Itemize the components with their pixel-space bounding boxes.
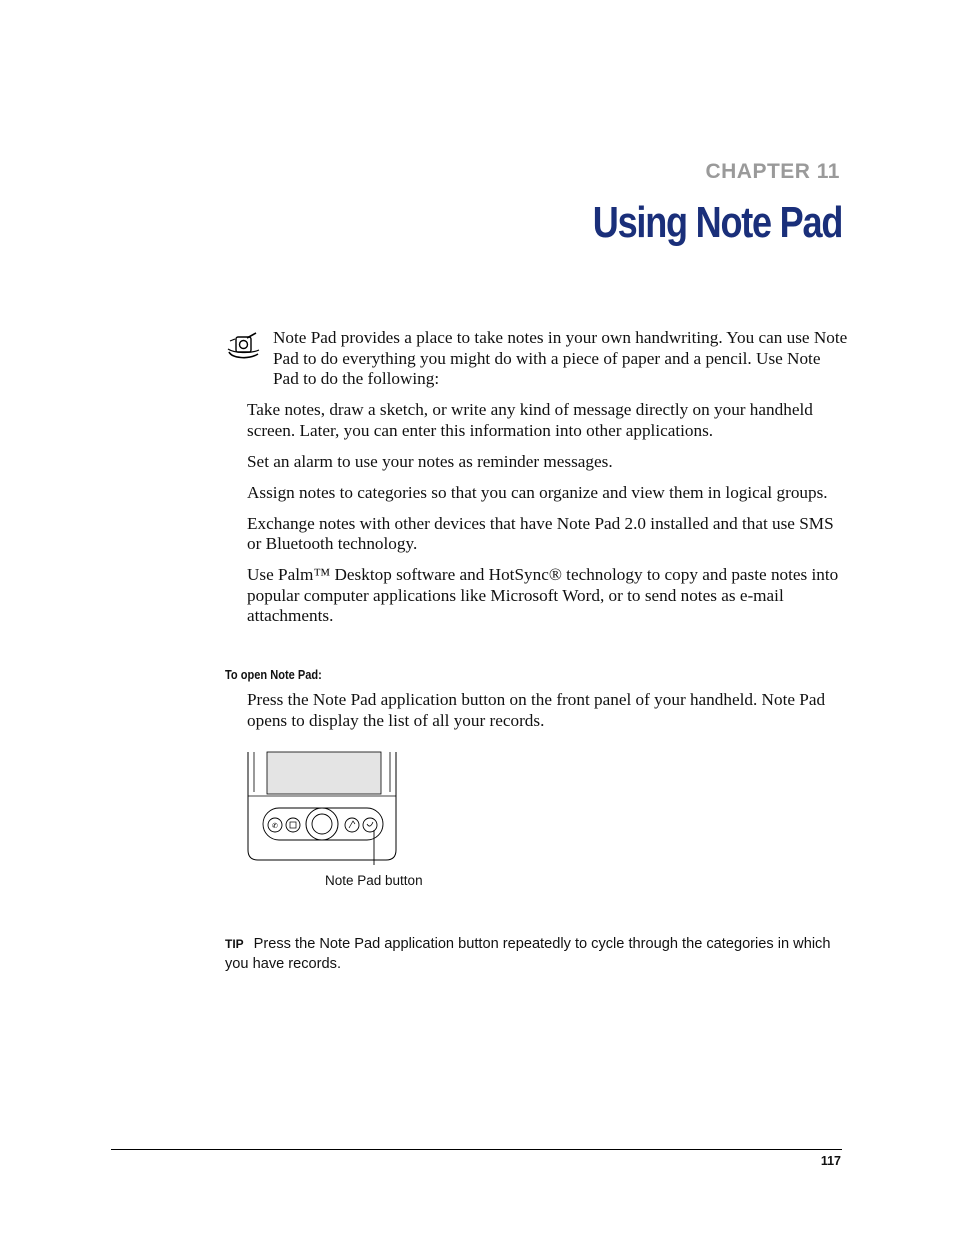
list-item: Use Palm™ Desktop software and HotSync® technology to copy and paste notes into popular computer applications like Microsoft Word, or to send notes as e-mail attachments. (247, 565, 839, 625)
list-item: Take notes, draw a sketch, or write any kind of message directly on your handheld screen. Later, you can enter this information into other applications. (247, 400, 813, 440)
application-button (268, 818, 282, 832)
feature-list (247, 400, 847, 637)
tip-note (225, 934, 850, 974)
list-item: Set an alarm to use your notes as reminder messages. (247, 451, 613, 471)
procedure-step: Press the Note Pad application button on the front panel of your handheld. Note Pad opens to display the list of all your records. (247, 690, 826, 730)
chapter-label: CHAPTER 11 (705, 160, 840, 183)
application-button (345, 818, 359, 832)
handheld-illustration (243, 750, 403, 865)
note-pad-app-icon (226, 332, 262, 362)
note-pad-button-callout: Note Pad button (325, 873, 423, 888)
note-pad-button (363, 818, 377, 832)
footer-rule (111, 1149, 842, 1150)
intro-paragraph: Note Pad provides a place to take notes in your own handwriting. You can use Note Pad to do everything you might do with a piece of paper and a pencil. Use Note Pad to do the following: (273, 328, 848, 388)
list-item: Assign notes to categories so that you can organize and view them in logical groups. (247, 482, 828, 502)
procedure-heading: To open Note Pad: (225, 667, 322, 682)
tip-text: Press the Note Pad application button repeatedly to cycle through the categories in which you have records. (225, 936, 831, 972)
chapter-title: Using Note Pad (592, 198, 842, 247)
svg-text:✆: ✆ (272, 822, 278, 830)
list-item: Exchange notes with other devices that have Note Pad 2.0 installed and that use SMS or Bluetooth technology. (247, 513, 834, 553)
application-button (286, 818, 300, 832)
page-number: 117 (820, 1154, 841, 1168)
tip-label: TIP (225, 937, 244, 951)
